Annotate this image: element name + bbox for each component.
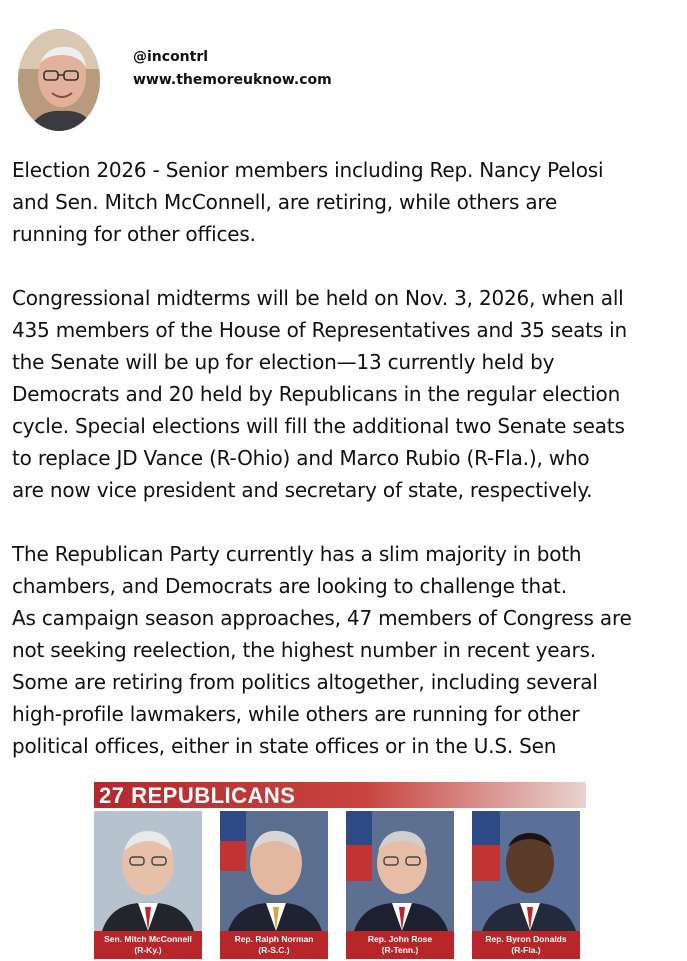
member-name: Rep. Ralph Norman (234, 934, 314, 944)
member-party: (R-Tenn.) (381, 945, 419, 955)
member-card (94, 811, 202, 959)
member-portrait-icon (94, 811, 202, 931)
member-card (346, 811, 454, 959)
member-portrait-icon (472, 811, 580, 931)
banner-title-bar (94, 782, 586, 808)
member-portrait-icon (346, 811, 454, 931)
person-portrait-icon (18, 29, 100, 131)
member-caption (220, 931, 328, 959)
member-portrait-icon (220, 811, 328, 931)
member-name: Rep. John Rose (367, 934, 433, 944)
member-caption (472, 931, 580, 959)
paragraph-1: Election 2026 - Senior members including Rep. Nancy Pelosi and Sen. Mitch McConnell, are retiring, while others are running for other offices. (12, 158, 604, 246)
member-party: (R-Fla.) (511, 945, 541, 955)
member-name: Sen. Mitch McConnell (104, 934, 192, 944)
member-party: (R-Ky.) (134, 945, 162, 955)
paragraph-3: The Republican Party currently has a slim majority in both chambers, and Democrats are looking to challenge that. As campaign season approaches, 47 members of Congress are not seeking reelection, the highest number in recent years. Some are retiring from politics altogether, including several high-profile lawmakers, while others are running for other political offices, either in state offices or in the U.S. Sen (12, 542, 632, 758)
member-card (220, 811, 328, 959)
website-link[interactable]: www.themoreuknow.com (133, 72, 332, 88)
member-caption (346, 931, 454, 959)
member-card (472, 811, 580, 959)
user-handle[interactable]: @incontrl (133, 49, 209, 65)
republicans-graphic[interactable] (94, 782, 586, 960)
member-party: (R-S.C.) (258, 945, 290, 955)
post-body (12, 154, 684, 762)
paragraph-2: Congressional midterms will be held on Nov. 3, 2026, when all 435 members of the House of Representatives and 35 seats in the Senate will be up for election—13 currently held by Democrats and 20 held by Republicans in the regular election cycle. Special elections will fill the additional two Senate seats to replace JD Vance (R-Ohio) and Marco Rubio (R-Fla.), who are now vice president and secretary of state, respectively. (12, 286, 628, 502)
avatar[interactable] (18, 29, 100, 131)
member-name: Rep. Byron Donalds (485, 934, 567, 944)
post-header (0, 0, 687, 140)
banner-title: 27 REPUBLICANS (99, 783, 296, 808)
member-caption (94, 931, 202, 959)
